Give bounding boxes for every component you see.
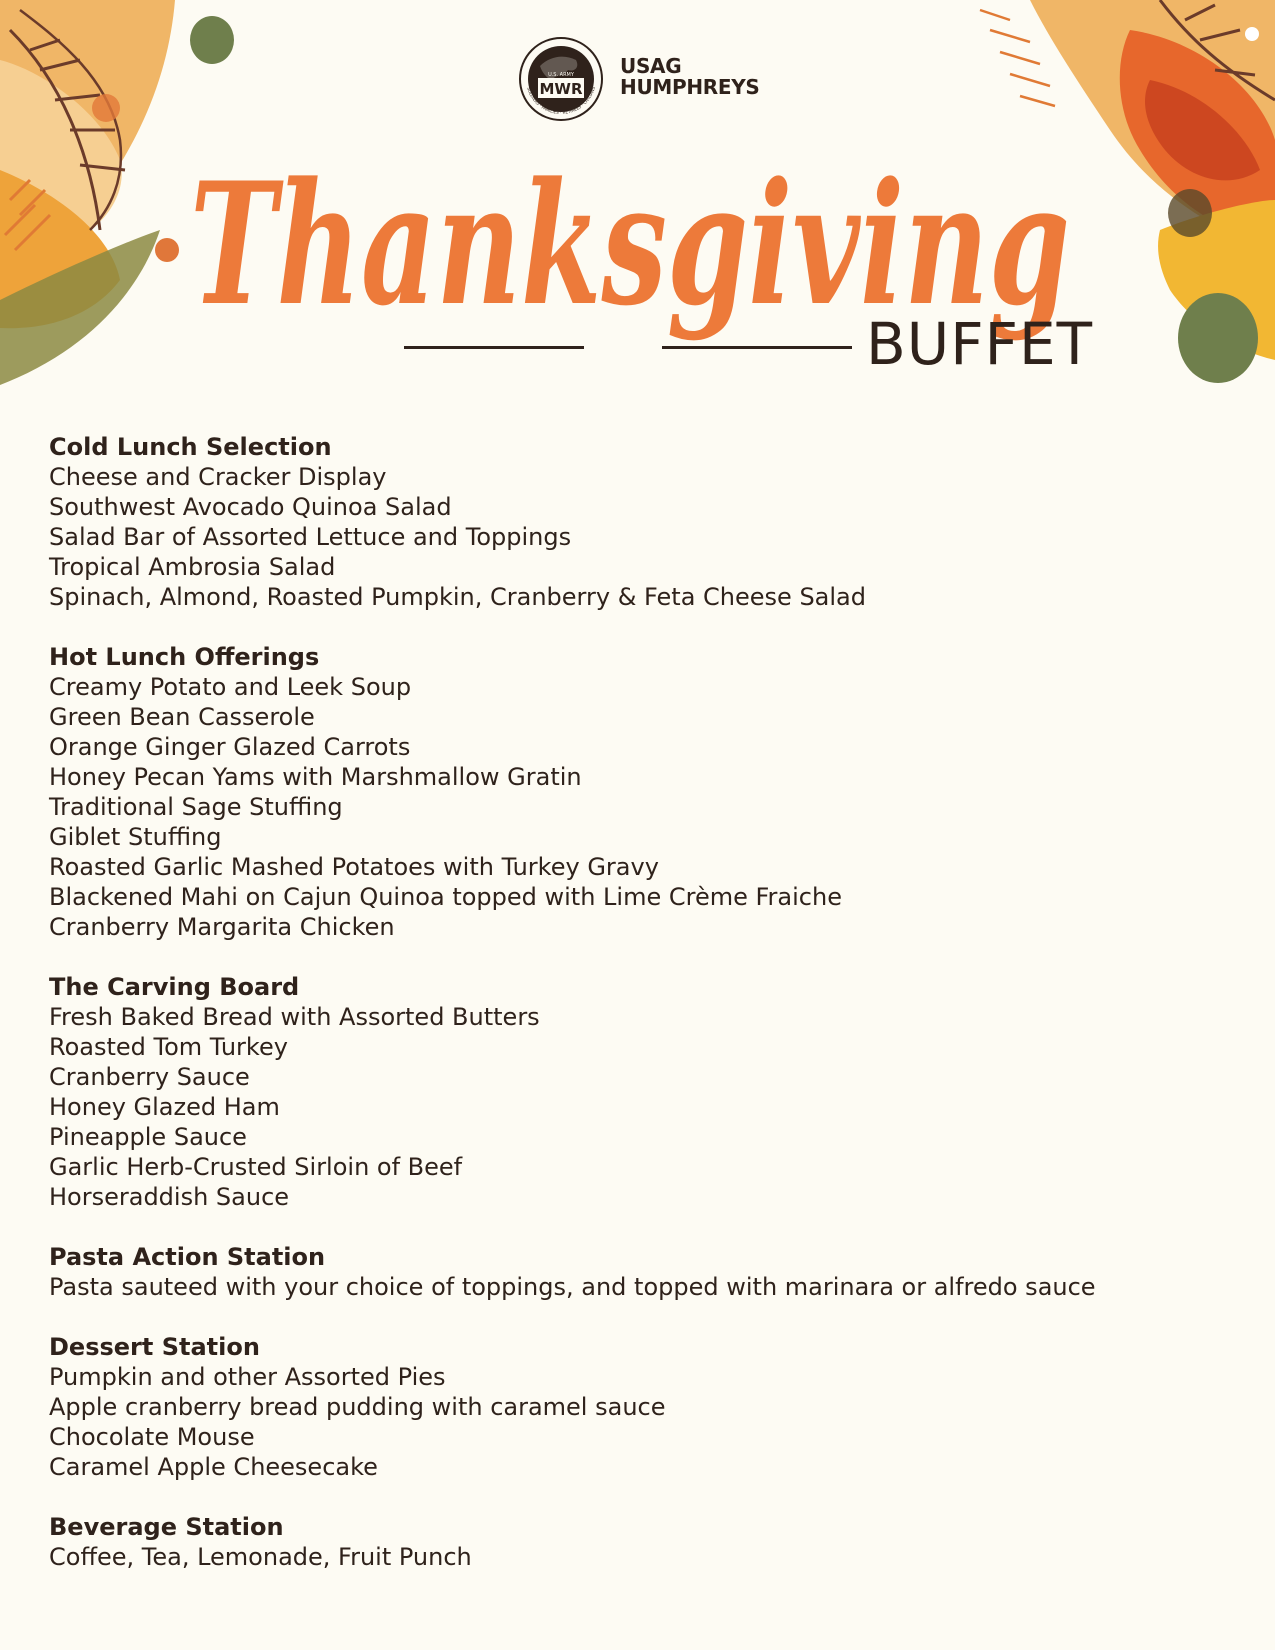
section-heading: Hot Lunch Offerings <box>49 643 320 671</box>
dot-olive-left <box>190 16 234 64</box>
seal-top-text: U.S. ARMY <box>548 72 574 78</box>
menu-item: Cranberry Margarita Chicken <box>49 913 395 941</box>
section-heading: Cold Lunch Selection <box>49 433 332 461</box>
section-items <box>49 1542 1229 1572</box>
menu-item: Blackened Mahi on Cajun Quinoa topped with Lime Crème Fraiche <box>49 883 842 911</box>
dot-white-right <box>1245 27 1259 41</box>
menu-list <box>49 432 1229 1602</box>
menu-section <box>49 1512 1229 1572</box>
menu-item: Salad Bar of Assorted Lettuce and Toppings <box>49 523 572 551</box>
dot-orange-left-small <box>92 94 120 122</box>
org-name-line1: USAG <box>620 54 682 78</box>
menu-item: Honey Glazed Ham <box>49 1093 280 1121</box>
menu-item: Orange Ginger Glazed Carrots <box>49 733 411 761</box>
menu-item: Southwest Avocado Quinoa Salad <box>49 493 452 521</box>
menu-item: Roasted Tom Turkey <box>49 1033 288 1061</box>
section-items <box>49 1272 1229 1302</box>
title-rule-right <box>662 346 852 349</box>
menu-item: Creamy Potato and Leek Soup <box>49 673 412 701</box>
seal-main-text: MWR <box>539 80 583 98</box>
menu-item: Traditional Sage Stuffing <box>49 793 343 821</box>
mwr-globe-seal-icon <box>518 36 604 122</box>
menu-item: Coffee, Tea, Lemonade, Fruit Punch <box>49 1543 472 1571</box>
section-heading: Pasta Action Station <box>49 1243 326 1271</box>
menu-item: Chocolate Mouse <box>49 1423 255 1451</box>
section-heading: Beverage Station <box>49 1513 284 1541</box>
menu-item: Garlic Herb-Crusted Sirloin of Beef <box>49 1153 463 1181</box>
menu-section <box>49 432 1229 612</box>
dot-dark-right <box>1168 189 1212 237</box>
org-name <box>620 56 780 98</box>
menu-section <box>49 972 1229 1212</box>
menu-item: Pasta sauteed with your choice of toppings, and topped with marinara or alfredo sauce <box>49 1273 1096 1301</box>
section-heading: Dessert Station <box>49 1333 260 1361</box>
menu-item: Roasted Garlic Mashed Potatoes with Turkey Gravy <box>49 853 659 881</box>
menu-item: Cheese and Cracker Display <box>49 463 387 491</box>
title-script-text: Thanksgiving <box>190 145 1070 343</box>
section-items <box>49 462 1229 612</box>
menu-section <box>49 642 1229 942</box>
menu-item: Horseraddish Sauce <box>49 1183 290 1211</box>
section-heading: The Carving Board <box>49 973 300 1001</box>
menu-item: Fresh Baked Bread with Assorted Butters <box>49 1003 540 1031</box>
menu-item: Giblet Stuffing <box>49 823 222 851</box>
title-rule-left <box>404 346 584 349</box>
section-items <box>49 1362 1229 1482</box>
menu-item: Honey Pecan Yams with Marshmallow Gratin <box>49 763 582 791</box>
section-items <box>49 1002 1229 1212</box>
dot-orange-left <box>155 238 179 262</box>
menu-item: Green Bean Casserole <box>49 703 315 731</box>
menu-item: Cranberry Sauce <box>49 1063 250 1091</box>
menu-item: Tropical Ambrosia Salad <box>49 553 336 581</box>
menu-section <box>49 1332 1229 1482</box>
title-subtitle: BUFFET <box>866 310 1094 378</box>
org-name-line2: HUMPHREYS <box>620 75 760 99</box>
menu-item: Caramel Apple Cheesecake <box>49 1453 378 1481</box>
menu-item: Spinach, Almond, Roasted Pumpkin, Cranberry & Feta Cheese Salad <box>49 583 866 611</box>
section-items <box>49 672 1229 942</box>
menu-item: Pineapple Sauce <box>49 1123 247 1151</box>
dot-olive-right <box>1178 293 1258 383</box>
menu-item: Apple cranberry bread pudding with caramel sauce <box>49 1393 666 1421</box>
menu-section <box>49 1242 1229 1302</box>
menu-item: Pumpkin and other Assorted Pies <box>49 1363 446 1391</box>
seal-ring-path-text: SOLDIERS · FAMILIES · RETIREES · CIVILIANS <box>526 86 597 116</box>
